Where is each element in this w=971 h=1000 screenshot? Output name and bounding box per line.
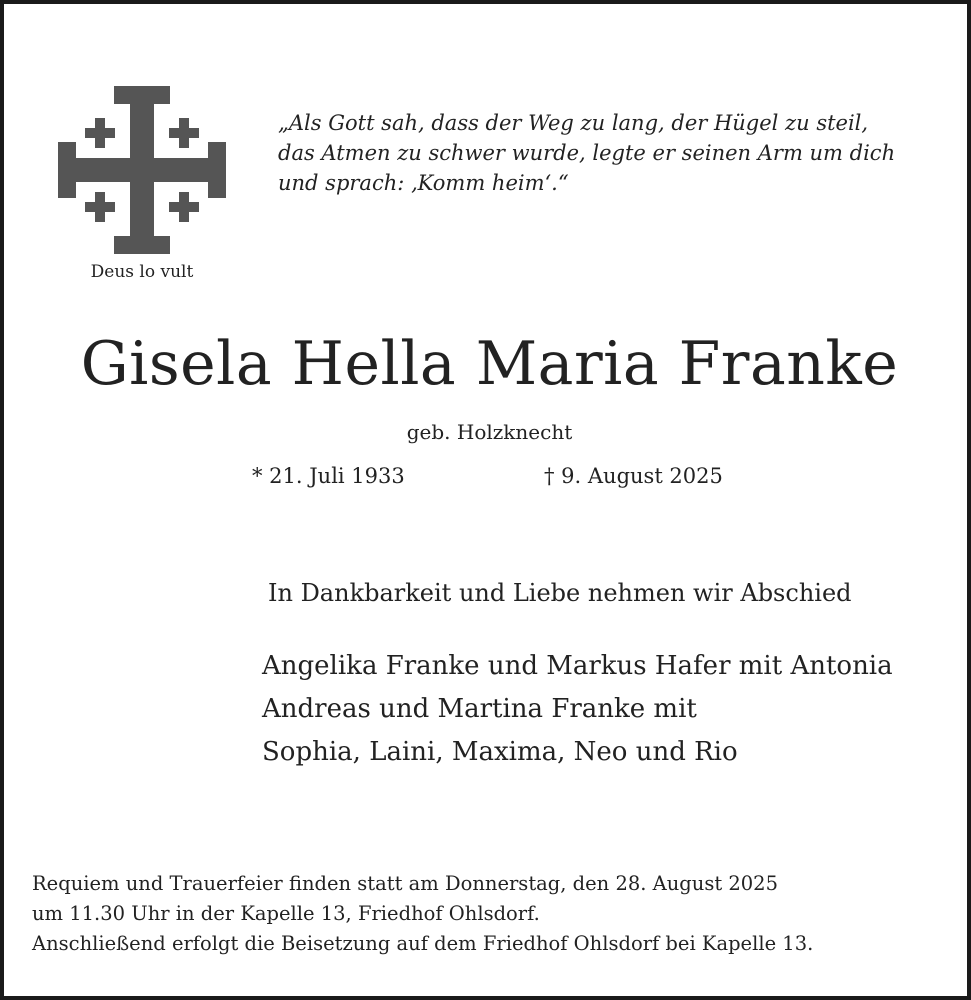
emblem-motto: Deus lo vult	[90, 262, 194, 282]
mourner-line: Angelika Franke und Markus Hafer mit Antonia	[262, 651, 893, 681]
service-details	[32, 869, 813, 959]
service-line: Requiem und Trauerfeier finden statt am Donnerstag, den 28. August 2025	[32, 872, 778, 895]
birth-name: geb. Holzknecht	[406, 420, 573, 444]
quote-line: „Als Gott sah, dass der Weg zu lang, der Hügel zu steil,	[278, 111, 869, 135]
service-line: Anschließend erfolgt die Beisetzung auf dem Friedhof Ohlsdorf bei Kapelle 13.	[32, 932, 814, 955]
mourner-line: Andreas und Martina Franke mit	[262, 694, 697, 724]
quote-line: das Atmen zu schwer wurde, legte er seinen Arm um dich	[278, 141, 896, 165]
memorial-quote	[278, 108, 895, 198]
deceased-name: Gisela Hella Maria Franke	[80, 329, 899, 399]
farewell-intro: In Dankbarkeit und Liebe nehmen wir Abschied	[268, 579, 852, 607]
jerusalem-cross-icon	[58, 86, 226, 254]
service-line: um 11.30 Uhr in der Kapelle 13, Friedhof Ohlsdorf.	[32, 902, 540, 925]
quote-line: und sprach: ‚Komm heim‘.“	[278, 171, 569, 195]
birth-date: * 21. Juli 1933	[252, 464, 405, 488]
death-date: † 9. August 2025	[544, 464, 723, 488]
mourner-list	[262, 645, 893, 774]
mourner-line: Sophia, Laini, Maxima, Neo und Rio	[262, 737, 738, 767]
